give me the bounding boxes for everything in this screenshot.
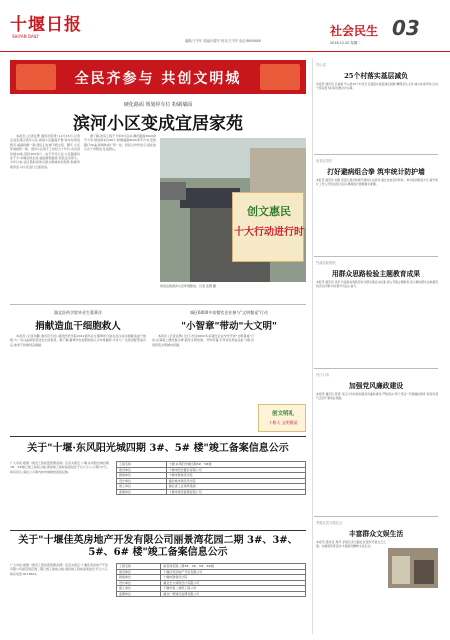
lead-body-col-2 [84, 134, 156, 304]
sidebar-4-label: 丹江口市 [316, 373, 330, 377]
notice-2-table [116, 563, 306, 597]
notice-1-body: 广大市民:根据《建设工程质量管理条例》及有关规定,十堰·东风阳光城四期3#、5#楼已竣工验收合格,现将竣工验收备案信息予以公示,公示期为7天。如有异议,请在公示期内向市城建档案馆反映。 [10, 461, 110, 474]
notice-2 [10, 530, 306, 634]
table-cell: 建设单位 [117, 467, 167, 473]
banner-text: 全民齐参与 共创文明城 [74, 71, 242, 87]
sidebar-5-body: 本报讯 通讯员 周萍 茅箭区武当路社区组织开展文艺汇演、书画展览等活动,丰富居民精神文化生活。 [316, 540, 386, 549]
notice-2-title: 关于"十堰佳英房地产开发有限公司丽景湾花园二期 3#、3#、5#、6# 楼"竣工备案信息公示 [18, 535, 298, 558]
divider [10, 304, 306, 305]
story-a-subtitle: 湖北医药学院毕业生董華洋 [54, 310, 102, 315]
photo-caption: 改造后的滨河小区环境整洁。记者 张慧 摄 [160, 284, 216, 288]
table-cell: 丽景湾花园二期3#、3#、5#、6#楼 [161, 564, 306, 570]
table-cell: 湖北省工业建筑集团 [166, 484, 305, 490]
table-cell: 湖北城市建设设计院 [166, 478, 305, 484]
sidebar-1-headline: 25个村落实基层减负 [344, 72, 408, 80]
editor-meta: 编辑/王书华 美编/向建华 校对/王书华 电话:8689888 [185, 39, 261, 43]
table-cell: 十堰佳英房地产开发有限公司 [161, 569, 306, 575]
table-cell: 十堰市建设监理有限公司 [166, 489, 305, 495]
issue-date: 2016.12.20 星期二 [330, 41, 361, 45]
photo-person-2 [414, 560, 434, 584]
table-row [117, 489, 306, 495]
civility-badge-title: 创文明礼 [271, 411, 294, 417]
sidebar-4-headline: 加强党风廉政建设 [348, 382, 404, 390]
notice-1-title: 关于"十堰·东风阳光城四期 3#、5# 楼"竣工备案信息公示 [27, 443, 289, 454]
table-cell: 湖北广源建设监理有限公司 [161, 591, 306, 597]
sidebar-2-body: 本报讯 通讯员 刘新 房县红塔乡积极开展统计法宣传,通过发放宣传资料、举办培训班等方式,提升统计工作人员依法统计意识,确保统计数据真实准确。 [316, 178, 438, 187]
table-cell: 监理单位 [117, 591, 161, 597]
page-number: 03 [392, 16, 420, 40]
sidebar-divider [314, 256, 438, 257]
civility-card-title: 创文惠民 [247, 205, 291, 218]
table-cell: 勘察单位 [117, 575, 161, 581]
table-row [117, 591, 306, 597]
table-cell: 设计单位 [117, 478, 167, 484]
story-a-headline: 捐献造血干细胞救人 [35, 321, 121, 332]
table-cell: 监理单位 [117, 489, 167, 495]
photo-cars [180, 188, 240, 208]
story-a-text: 本报讯 (记者刘鹏 通讯员王培) 湖北医药学院2012届毕业生董華洋日前在武汉成功捐献造血干细胞,为一名白血病患者送去生的希望。据了解,董華洋在校期间加入中华骨髓库,今年与一名患者配型成功后,他毫不犹豫同意捐献。 [10, 334, 146, 347]
table-cell: 施工单位 [117, 484, 167, 490]
lead-body-col-1 [10, 134, 80, 304]
sidebar-3-label: 竹溪县检察院 [316, 261, 336, 265]
table-cell: 工程名称 [117, 564, 161, 570]
table-cell: 十堰市勘察设计院 [161, 575, 306, 581]
lead-subtitle: 硬化路面 规划停车位 粉刷墙面 [123, 102, 193, 108]
table-cell: 设计单位 [117, 580, 161, 586]
sidebar-divider [314, 516, 438, 517]
sidebar-5-headline: 丰富群众文娱生活 [348, 530, 404, 538]
table-cell: 湖北长力建筑设计有限公司 [161, 580, 306, 586]
story-b-text: 本报讯 (记者邓勇) 近日,市区6000多家餐饮企业纷纷开展"文明餐桌"行动,在餐桌上摆放提示牌,倡导文明用餐、节约用餐,引导市民养成良好习惯,共同营造文明城市氛围。 [152, 334, 254, 347]
sidebar-photo [388, 548, 438, 588]
table-cell: 十堰市阳光置业有限公司 [166, 467, 305, 473]
story-a-body [10, 334, 146, 432]
sidebar-1-label: 竹山县 [316, 63, 326, 67]
civility-badge [258, 404, 306, 432]
civility-badge-subtitle: 十堰人 文明餐桌 [268, 420, 298, 425]
table-cell: 十堰市勘察设计院 [166, 473, 305, 479]
sidebar-2-headline: 打好避病组合拳 筑牢统计防护墙 [327, 168, 425, 176]
civility-card-subtitle: 十大行动进行时 [234, 227, 304, 238]
sidebar-divider [314, 368, 438, 369]
notice-2-body: 广大市民:根据《建设工程质量管理条例》及有关规定,十堰佳英房地产开发有限公司丽景湾花园二期已竣工验收合格,现将竣工验收备案信息予以公示。联系电话:8118622。 [10, 563, 110, 576]
notice-1 [10, 436, 306, 528]
story-b-headline: "小智章"带动"大文明" [181, 321, 277, 332]
photo-person-1 [392, 556, 410, 584]
newspaper-logo-subtitle: SHIYAN DAILY [12, 34, 39, 39]
table-cell: 施工单位 [117, 586, 161, 592]
table-cell: 勘察单位 [117, 473, 167, 479]
civility-campaign-card [232, 192, 304, 262]
section-title: 社会民生 [330, 24, 379, 38]
photo-car [160, 182, 186, 200]
story-b-subtitle: 城区6000多家餐饮企业参与"文明餐桌"行动 [190, 310, 268, 315]
table-cell: 十堰市第二建筑工程公司 [161, 586, 306, 592]
masthead [0, 0, 450, 52]
lead-headline: 滨河小区变成宜居家苑 [73, 114, 243, 134]
table-cell: 建设单位 [117, 569, 161, 575]
campaign-banner [10, 60, 306, 94]
sidebar-3-headline: 用群众思路检验主题教育成果 [331, 270, 421, 278]
lead-body-text-1: 本报讯 (记者张慧 通讯员陈青) 12月15日,记者走进张湾区滨河小区,看到小区路面平整,停车位划线整齐,墙面粉刷一新,居民们在楼下晒太阳、聊天,小区环境焕然一新。滨河小区建于上世纪九十年代,共有居民楼12栋,居民400余户。由于年代久远,小区路面坑洼不平,车辆乱停乱放,墙面斑驳脱落,居民意见很大。今年以来,社区借助创建全国文明城市的契机,积极争取资金,对小区进行全面改造。 [10, 134, 80, 169]
newspaper-logo: 十堰日报 [10, 15, 82, 35]
table-cell: 十堰·东风阳光城四期3#、5#楼 [166, 462, 305, 468]
sidebar-1-body: 本报讯 通讯员 吕成智 竹山县25个村近日全面落实基层减负措施,精简会议文件,减少检查考核,让村干部有更多时间为群众办实事。 [316, 82, 438, 91]
table-cell: 工程名称 [117, 462, 167, 468]
sidebar-5-label: 茅箭区武当路社区 [316, 521, 343, 525]
story-b-body [152, 334, 254, 432]
sidebar-2-label: 房县红塔乡 [316, 159, 333, 163]
sidebar-4-body: 本报讯 通讯员 陈勇 丹江口市持续加强党风廉政建设,严格落实"两个责任",开展廉政教育,营造风清气正的干事创业氛围。 [316, 392, 438, 401]
sidebar-divider [314, 154, 438, 155]
lead-body-text-2: 据了解,改造工程于今年8月启动,硬化路面3000余平方米,规划停车位80个,粉刷墙面8000余平方米,安装路灯20盏,新建休闲广场一处。居民们纷纷表示,现在的小区干净整洁,住着舒心。 [84, 134, 156, 152]
sidebar-3-body: 本报讯 通讯员 张华 竹溪县检察院坚持以群众满意为标准,深入开展主题教育,着力解决群众反映强烈的突出问题,切实提升司法公信力。 [316, 280, 438, 289]
notice-1-table [116, 461, 306, 495]
